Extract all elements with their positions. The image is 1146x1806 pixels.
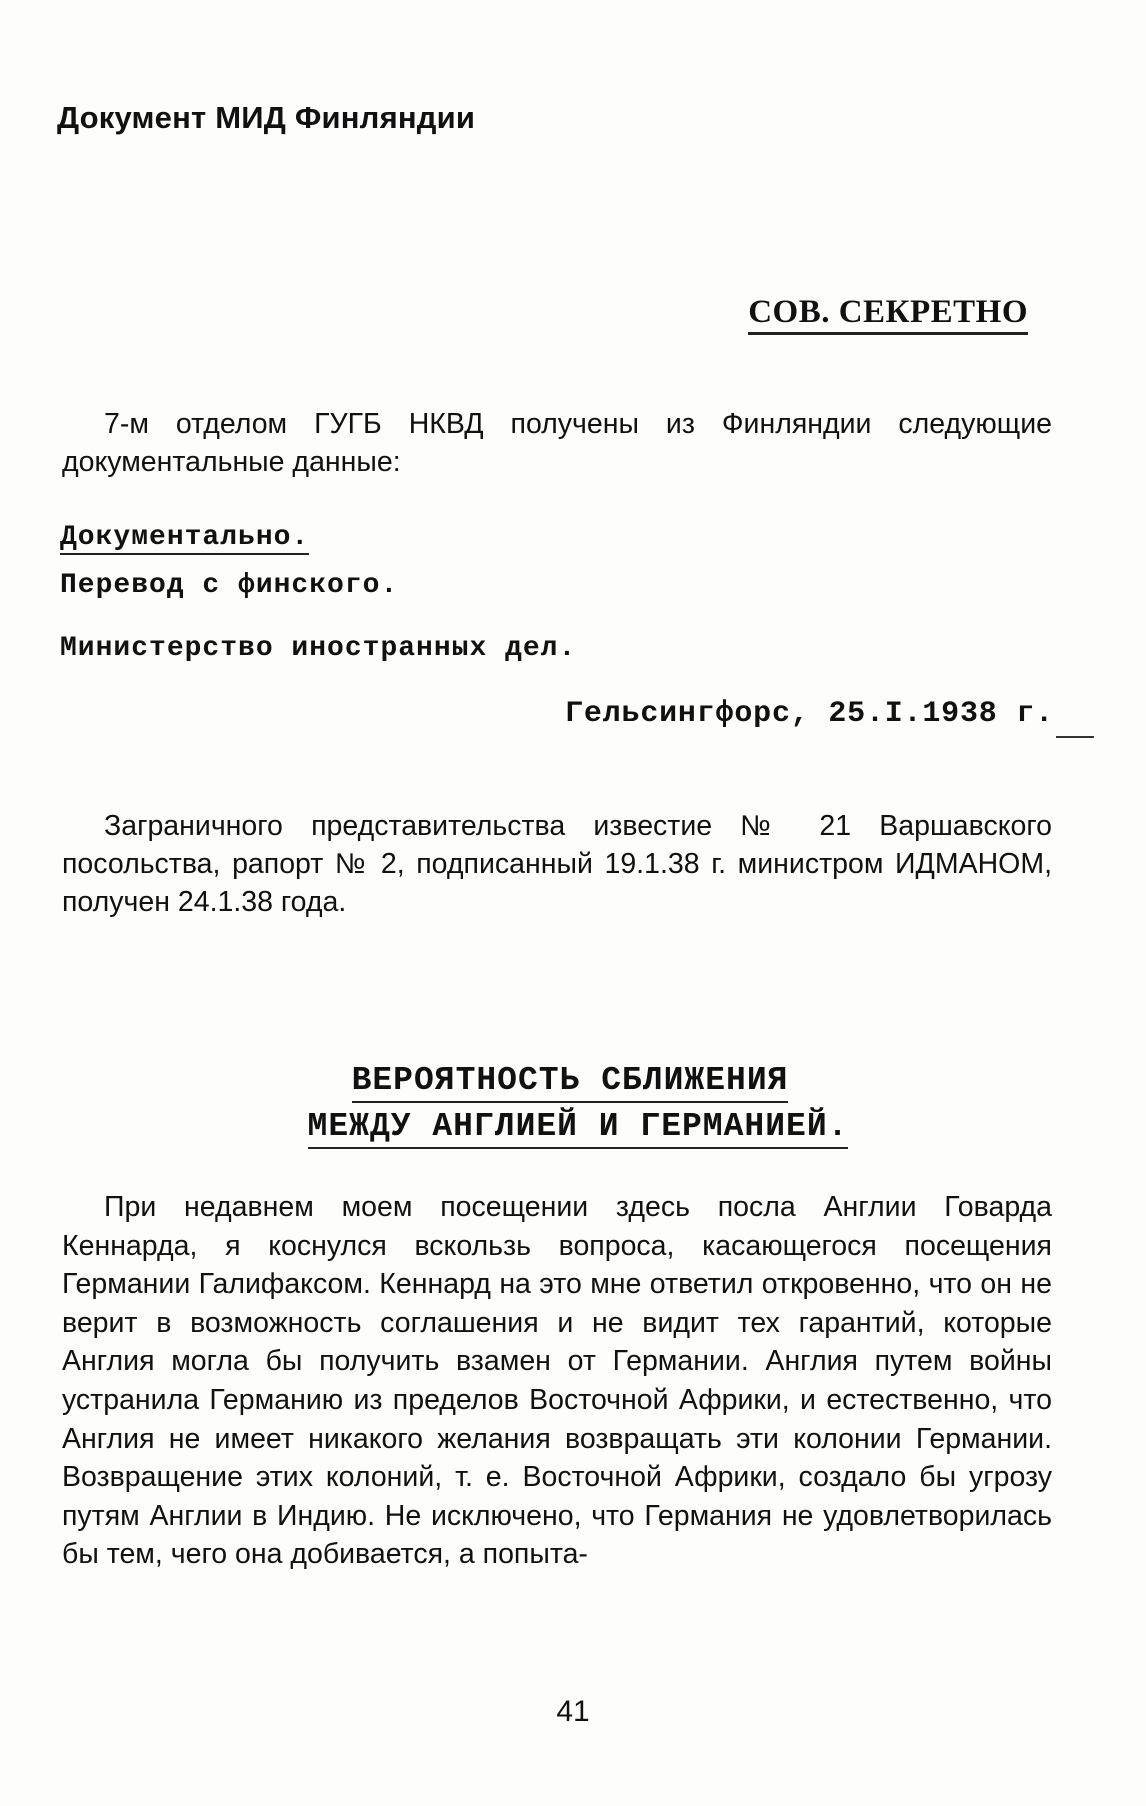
doc-line-translation: Перевод с финского. bbox=[60, 570, 399, 601]
section-title-line2 bbox=[5, 1108, 1146, 1145]
body-paragraph: При недавнем моем посещении здесь посла Англии Говарда Кеннарда, я коснулся вскользь вопроса, касающегося посещения Германии Галифаксом. Кеннард на это мне ответил откровенно, что он не верит в возможность соглашения и не видит тех гарантий, которые Англия могла бы получить взамен от Германии. Англия путем войны устранила Германию из пределов Восточной Африки, и естественно, что Англия не имеет никакого желания возвращать эти колонии Германии. Возвращение этих колоний, т. е. Восточной Африки, создало бы угрозу путям Англии в Индию. Не исключено, что Германия не удовлетворилась бы тем, чего она добивается, а попыта- bbox=[62, 1191, 1052, 1571]
margin-mark bbox=[1056, 736, 1094, 738]
page-number: 41 bbox=[556, 1695, 590, 1728]
doc-line-documentary-text: Документально. bbox=[60, 522, 310, 553]
place-date: Гельсингфорс, 25.I.1938 г. bbox=[565, 697, 1054, 731]
doc-line-ministry: Министерство иностранных дел. bbox=[60, 633, 577, 664]
document-heading: Документ МИД Финляндии bbox=[57, 100, 476, 135]
section-title-line2-text: МЕЖДУ АНГЛИЕЙ И ГЕРМАНИЕЙ. bbox=[308, 1108, 849, 1149]
intro-paragraph: 7-м отделом ГУГБ НКВД получены из Финляндии следующие документальные данные: bbox=[62, 408, 1052, 478]
section-title-line1-text: ВЕРОЯТНОСТЬ СБЛИЖЕНИЯ bbox=[352, 1062, 789, 1103]
classification-stamp: СОВ. СЕКРЕТНО bbox=[748, 295, 1028, 335]
report-paragraph: Заграничного представительства известие № 21 Варшавского посольства, рапорт № 2, подписанный 19.1.38 г. министром ИДМАНОМ, получен 24.1.38 года. bbox=[62, 810, 1052, 918]
doc-line-documentary bbox=[60, 522, 309, 553]
section-title-line1 bbox=[0, 1062, 1143, 1099]
